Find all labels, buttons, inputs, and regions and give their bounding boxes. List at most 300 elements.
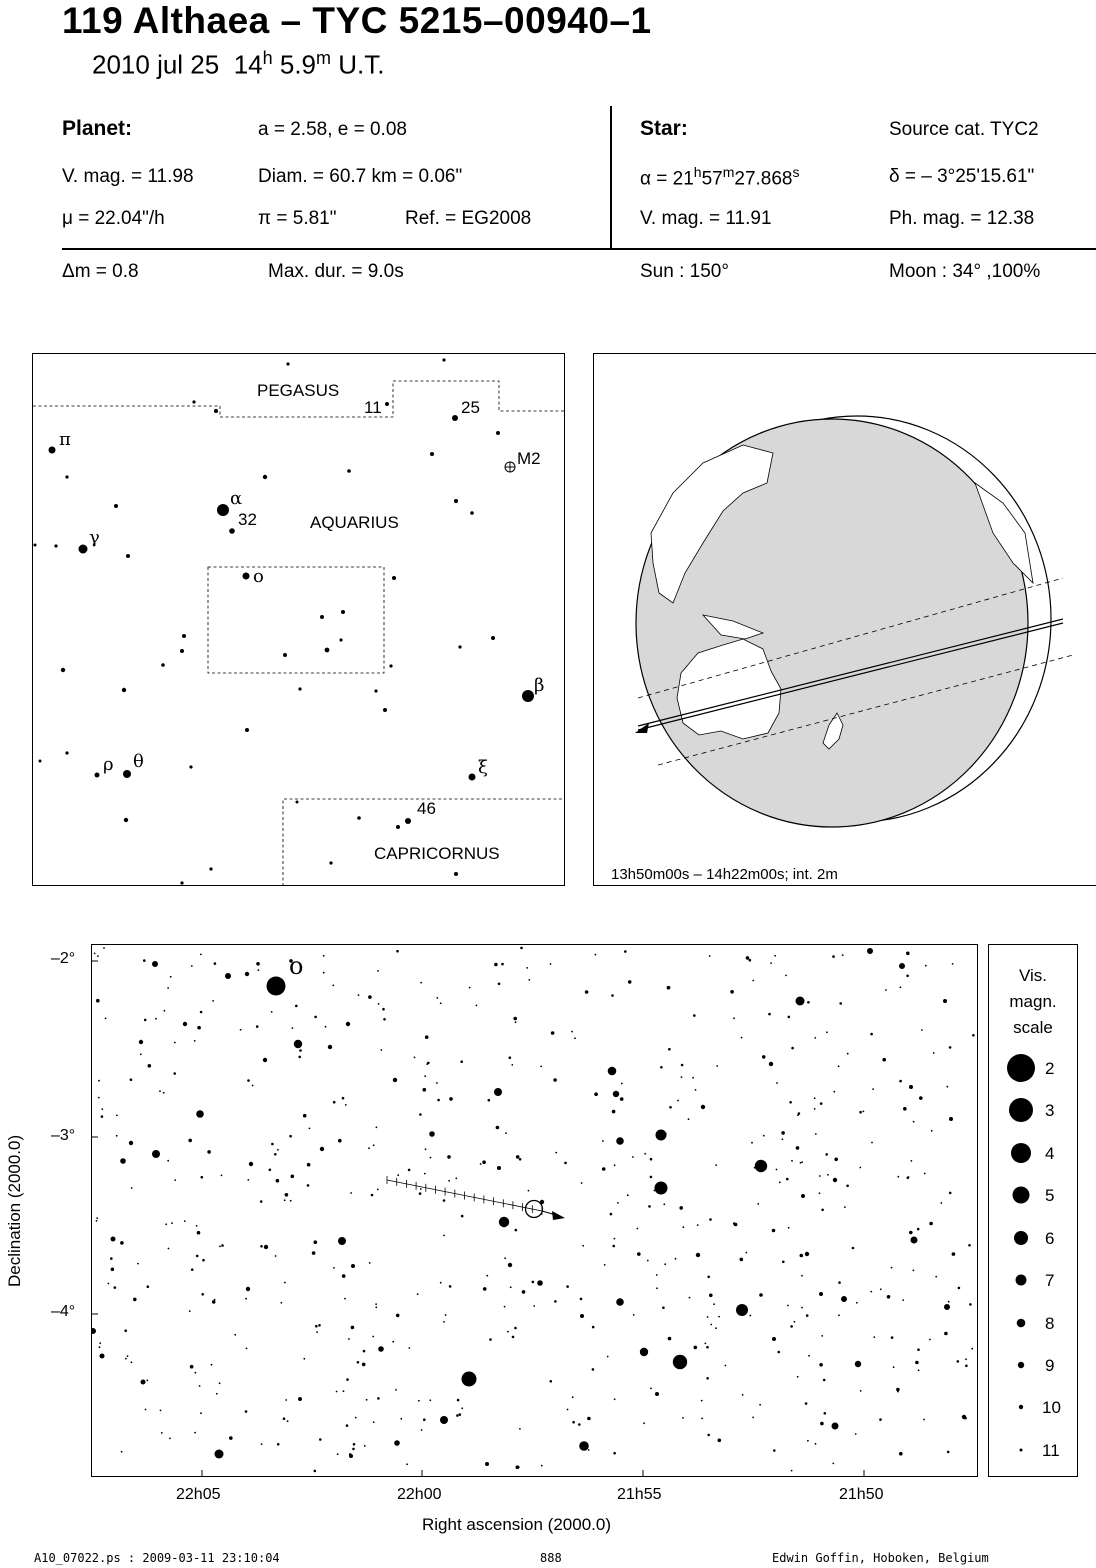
star-ra-hours: α = 21 xyxy=(640,168,694,190)
faint-star xyxy=(161,1432,163,1434)
faint-star xyxy=(707,1316,709,1318)
faint-star xyxy=(949,1046,952,1049)
faint-star xyxy=(763,1135,765,1137)
faint-star xyxy=(146,1380,148,1382)
faint-star xyxy=(173,1072,176,1075)
star xyxy=(100,1354,105,1359)
label-aquarius: AQUARIUS xyxy=(310,513,399,532)
faint-star xyxy=(101,1108,103,1110)
faint-star xyxy=(553,1078,557,1082)
faint-star xyxy=(125,1358,127,1360)
planet-parallax: π = 5.81" xyxy=(258,208,337,229)
faint-star xyxy=(287,1420,289,1422)
faint-star xyxy=(271,1011,273,1013)
star-ra-seconds: 27.868 xyxy=(734,168,793,190)
faint-star xyxy=(333,1267,335,1269)
star xyxy=(405,818,411,824)
faint-star xyxy=(256,1025,259,1028)
x-axis-label: Right ascension (2000.0) xyxy=(422,1515,612,1534)
faint-star xyxy=(929,1339,931,1341)
faint-star xyxy=(443,1235,445,1237)
faint-star xyxy=(440,1002,442,1004)
faint-star xyxy=(807,1440,809,1442)
faint-star xyxy=(821,1209,824,1212)
faint-star xyxy=(794,1321,796,1323)
faint-star xyxy=(879,1418,882,1421)
star xyxy=(909,1085,913,1089)
faint-star xyxy=(376,1126,378,1128)
faint-star xyxy=(741,1037,743,1039)
star xyxy=(79,545,88,554)
star xyxy=(772,1337,776,1341)
faint-star xyxy=(791,1160,793,1162)
faint-star xyxy=(338,1139,342,1143)
star xyxy=(497,1166,501,1170)
star xyxy=(485,1462,489,1466)
faint-star xyxy=(103,947,105,949)
star xyxy=(126,554,130,558)
faint-star xyxy=(899,1452,903,1456)
faint-star xyxy=(314,1240,318,1244)
star xyxy=(491,636,495,640)
faint-star xyxy=(554,1300,557,1303)
faint-star xyxy=(815,1133,817,1135)
faint-star xyxy=(368,1147,370,1149)
faint-star xyxy=(382,1008,385,1011)
globe-panel xyxy=(593,353,1096,886)
faint-star xyxy=(461,1407,463,1409)
star xyxy=(613,1091,619,1097)
mag-label-3: 3 xyxy=(1045,1101,1055,1120)
star xyxy=(385,402,389,406)
planet-diam: Diam. = 60.7 km = 0.06" xyxy=(258,166,463,187)
faint-star xyxy=(309,1128,311,1130)
mag-label-8: 8 xyxy=(1045,1314,1055,1333)
faint-star xyxy=(234,1334,236,1336)
faint-star xyxy=(949,1192,952,1195)
label-omicron-detail: o xyxy=(289,952,304,980)
star xyxy=(182,634,186,638)
faint-star xyxy=(349,1453,352,1456)
faint-star xyxy=(844,1206,846,1208)
label-25: 25 xyxy=(461,398,480,417)
faint-star xyxy=(852,1247,855,1250)
star xyxy=(383,708,387,712)
faint-star xyxy=(445,1314,447,1316)
faint-star xyxy=(348,1338,350,1340)
star xyxy=(374,689,377,692)
star xyxy=(496,431,500,435)
faint-star xyxy=(613,1452,616,1455)
mag-scale-title-line: Vis. xyxy=(1018,966,1048,985)
faint-star xyxy=(782,1261,785,1264)
faint-star xyxy=(420,982,422,984)
faint-star xyxy=(773,1449,776,1452)
mag-dot-4 xyxy=(1011,1143,1031,1163)
star xyxy=(65,475,68,478)
faint-star xyxy=(124,1329,127,1332)
faint-star xyxy=(786,1178,789,1181)
star xyxy=(462,1372,477,1387)
faint-star xyxy=(903,1107,907,1111)
faint-star xyxy=(167,1160,169,1162)
faint-star xyxy=(276,1179,280,1183)
faint-star xyxy=(260,1200,263,1203)
star xyxy=(245,972,249,976)
label-46: 46 xyxy=(417,799,436,818)
faint-star xyxy=(96,999,100,1003)
faint-star xyxy=(281,1302,283,1304)
faint-star xyxy=(295,1005,298,1008)
faint-star xyxy=(870,1033,873,1036)
faint-star xyxy=(424,1173,426,1175)
faint-star xyxy=(164,1010,166,1012)
event-hours: 14 xyxy=(233,49,263,80)
faint-star xyxy=(650,1388,652,1390)
star xyxy=(701,1105,705,1109)
faint-star xyxy=(624,950,627,953)
faint-star xyxy=(130,1078,133,1081)
star xyxy=(346,1022,350,1026)
faint-star xyxy=(540,1066,542,1068)
star xyxy=(329,861,332,864)
faint-star xyxy=(351,1326,355,1330)
faint-star xyxy=(834,1158,838,1162)
star xyxy=(124,818,128,822)
faint-star xyxy=(325,1026,327,1028)
label-beta: β xyxy=(534,675,545,696)
faint-star xyxy=(650,1176,653,1179)
faint-star xyxy=(197,1026,201,1030)
faint-star xyxy=(902,1299,904,1301)
star xyxy=(141,1380,146,1385)
faint-star xyxy=(307,1184,310,1187)
faint-star xyxy=(372,1336,374,1338)
faint-star xyxy=(931,1130,933,1132)
faint-star xyxy=(620,1097,624,1101)
faint-star xyxy=(819,1192,821,1194)
star xyxy=(949,1117,953,1121)
faint-star xyxy=(214,1299,216,1301)
faint-star xyxy=(972,1034,975,1037)
faint-star xyxy=(275,1255,277,1257)
faint-star xyxy=(357,1361,360,1364)
faint-star xyxy=(749,1315,751,1317)
footer-file: A10_07022.ps : 2009-03-11 23:10:04 xyxy=(34,1551,280,1565)
faint-star xyxy=(772,1229,776,1233)
faint-star xyxy=(644,1153,646,1155)
faint-star xyxy=(689,1297,691,1299)
star xyxy=(320,1147,324,1151)
star xyxy=(440,1416,448,1424)
star xyxy=(696,1253,700,1257)
faint-star xyxy=(935,1276,937,1278)
star xyxy=(123,770,131,778)
faint-star xyxy=(303,1114,307,1118)
faint-star xyxy=(168,1248,170,1250)
faint-star xyxy=(196,1255,199,1258)
m2-cluster-symbol xyxy=(505,462,515,472)
finder-chart xyxy=(32,353,565,886)
faint-star xyxy=(734,1223,738,1227)
faint-star xyxy=(219,1246,221,1248)
x-tick-label: 22h00 xyxy=(397,1486,442,1503)
star-heading: Star: xyxy=(640,117,688,140)
faint-star xyxy=(693,1014,696,1017)
faint-star xyxy=(842,954,844,956)
faint-star xyxy=(174,1042,176,1044)
faint-star xyxy=(602,1167,606,1171)
faint-star xyxy=(396,950,399,953)
faint-star xyxy=(859,1111,862,1114)
faint-star xyxy=(201,1293,204,1296)
faint-star xyxy=(345,1104,347,1106)
event-minutes: 5.9 xyxy=(279,49,317,80)
faint-star xyxy=(664,1263,666,1265)
faint-star xyxy=(706,1377,709,1380)
faint-star xyxy=(408,1347,410,1349)
faint-star xyxy=(578,1423,581,1426)
faint-star xyxy=(820,1102,823,1105)
faint-star xyxy=(800,1162,802,1164)
faint-star xyxy=(460,1060,463,1063)
faint-star xyxy=(826,1031,828,1033)
faint-star xyxy=(825,1153,828,1156)
faint-star xyxy=(131,1361,133,1363)
finder-chart-svg xyxy=(32,353,565,886)
label-pi: π xyxy=(59,429,71,450)
star xyxy=(325,648,330,653)
faint-star xyxy=(425,1035,429,1039)
faint-star xyxy=(873,1336,875,1338)
footer-author: Edwin Goffin, Hoboken, Belgium xyxy=(772,1551,989,1565)
star xyxy=(470,511,474,515)
mag-label-5: 5 xyxy=(1045,1186,1055,1205)
faint-star xyxy=(191,965,193,967)
star xyxy=(899,963,905,969)
faint-star xyxy=(594,1092,598,1096)
star xyxy=(180,649,184,653)
faint-star xyxy=(315,1325,318,1328)
star xyxy=(396,825,400,829)
faint-star xyxy=(425,1148,427,1150)
faint-star xyxy=(776,1082,778,1084)
star xyxy=(49,447,56,454)
star xyxy=(114,504,118,508)
faint-star xyxy=(677,1100,679,1102)
faint-star xyxy=(682,1417,684,1419)
faint-star xyxy=(749,959,752,962)
faint-star xyxy=(252,1085,254,1087)
faint-star xyxy=(752,1417,754,1419)
faint-star xyxy=(668,1337,672,1341)
star xyxy=(339,638,342,641)
faint-star xyxy=(316,1331,318,1333)
faint-star xyxy=(643,1422,645,1424)
mag-label-11: 11 xyxy=(1042,1441,1060,1460)
faint-star xyxy=(212,1000,214,1002)
faint-star xyxy=(337,1453,339,1455)
faint-star xyxy=(352,1448,355,1451)
faint-star xyxy=(515,1229,518,1232)
faint-star xyxy=(195,1372,197,1374)
faint-star xyxy=(730,990,734,994)
faint-star xyxy=(528,1190,530,1192)
faint-star xyxy=(807,1001,810,1004)
faint-star xyxy=(833,1091,835,1093)
faint-star xyxy=(820,1422,824,1426)
max-duration: Max. dur. = 9.0s xyxy=(268,261,404,282)
faint-star xyxy=(504,1257,506,1259)
star xyxy=(736,1304,748,1316)
faint-star xyxy=(917,1348,920,1351)
label-gamma: γ xyxy=(89,527,100,548)
faint-star xyxy=(188,1139,192,1143)
faint-star xyxy=(271,1143,274,1146)
faint-star xyxy=(269,1169,272,1172)
faint-star xyxy=(555,1152,557,1154)
faint-star xyxy=(515,1021,517,1023)
faint-star xyxy=(821,1335,823,1337)
faint-star xyxy=(202,1259,205,1262)
faint-star xyxy=(505,1132,507,1134)
faint-star xyxy=(196,1225,198,1227)
detail-chart-svg xyxy=(91,944,978,1477)
faint-star xyxy=(585,990,589,994)
star xyxy=(246,1287,250,1291)
faint-star xyxy=(740,1258,744,1262)
y-tick-label: –4° xyxy=(51,1303,76,1320)
faint-star xyxy=(120,1241,124,1245)
event-datetime xyxy=(92,48,384,81)
faint-star xyxy=(968,1244,971,1247)
faint-star xyxy=(701,1418,703,1420)
faint-star xyxy=(933,1052,935,1054)
faint-star xyxy=(633,1314,635,1316)
faint-star xyxy=(751,1142,753,1144)
faint-star xyxy=(915,1361,919,1365)
faint-star xyxy=(430,1157,432,1159)
faint-star xyxy=(373,1144,375,1146)
star xyxy=(755,1160,767,1172)
faint-star xyxy=(580,1298,583,1301)
faint-star xyxy=(718,1316,720,1318)
faint-star xyxy=(420,1188,422,1190)
faint-star xyxy=(709,955,711,957)
label-pegasus: PEGASUS xyxy=(257,381,340,400)
star-dec: δ = – 3°25'15.61" xyxy=(889,166,1035,187)
star xyxy=(508,1263,512,1267)
faint-star xyxy=(274,1153,277,1156)
faint-star xyxy=(200,1011,203,1014)
faint-star xyxy=(397,1174,399,1176)
faint-star xyxy=(688,1118,690,1120)
star xyxy=(338,1237,346,1245)
faint-star xyxy=(612,1110,616,1114)
faint-star xyxy=(419,1113,422,1116)
faint-star xyxy=(801,1161,803,1163)
faint-star xyxy=(110,1257,113,1260)
y-tick-label: –2° xyxy=(51,950,76,967)
star xyxy=(65,751,68,754)
faint-star xyxy=(314,1470,317,1473)
star xyxy=(796,997,805,1006)
faint-star xyxy=(663,1203,665,1205)
faint-star xyxy=(947,1451,950,1454)
faint-star xyxy=(908,1176,910,1178)
faint-star xyxy=(859,1167,861,1169)
star xyxy=(655,1392,659,1396)
faint-star xyxy=(377,1189,379,1191)
faint-star xyxy=(777,1351,780,1354)
mag-dot-11 xyxy=(1020,1449,1023,1452)
star xyxy=(832,1423,839,1430)
faint-star xyxy=(574,1037,576,1039)
event-date: 2010 jul 25 xyxy=(92,49,220,80)
faint-star xyxy=(770,962,772,964)
faint-star xyxy=(628,980,632,984)
faint-star xyxy=(768,1013,771,1016)
faint-star xyxy=(363,1350,366,1353)
faint-star xyxy=(918,1369,920,1371)
star xyxy=(351,1264,355,1268)
faint-star xyxy=(137,1263,139,1265)
faint-star xyxy=(571,1031,573,1033)
star xyxy=(225,973,231,979)
mag-label-6: 6 xyxy=(1045,1229,1055,1248)
faint-star xyxy=(759,1293,763,1297)
planet-orbit: a = 2.58, e = 0.08 xyxy=(258,119,407,140)
ra-hour-unit: h xyxy=(693,164,702,180)
faint-star xyxy=(323,955,325,957)
faint-star xyxy=(504,1306,506,1308)
detail-chart xyxy=(91,944,978,1477)
faint-star xyxy=(344,1298,346,1300)
faint-star xyxy=(342,1097,345,1100)
star xyxy=(54,544,57,547)
faint-star xyxy=(797,1376,799,1378)
label-rho: ρ xyxy=(103,754,114,775)
faint-star xyxy=(706,1346,709,1349)
star xyxy=(394,1440,400,1446)
faint-star xyxy=(779,1181,781,1183)
star xyxy=(61,668,65,672)
star xyxy=(640,1348,648,1356)
faint-star xyxy=(383,1018,386,1021)
faint-star xyxy=(897,1391,899,1393)
faint-star xyxy=(99,1346,101,1348)
faint-star xyxy=(958,1287,961,1290)
mag-label-9: 9 xyxy=(1045,1356,1055,1375)
faint-star xyxy=(806,1314,809,1317)
faint-star xyxy=(174,1179,176,1181)
faint-star xyxy=(838,1314,840,1316)
faint-star xyxy=(893,1366,895,1368)
faint-star xyxy=(572,1396,574,1398)
faint-star xyxy=(681,1064,684,1067)
faint-star xyxy=(355,1417,357,1419)
y-axis-label: Declination (2000.0) xyxy=(5,1134,24,1287)
faint-star xyxy=(366,1399,368,1401)
planet-vmag: V. mag. = 11.98 xyxy=(62,166,194,187)
faint-star xyxy=(377,970,379,972)
faint-star xyxy=(368,995,372,999)
hour-unit: h xyxy=(262,48,273,68)
star xyxy=(673,1355,687,1369)
faint-star xyxy=(885,989,887,991)
faint-star xyxy=(170,976,172,978)
star xyxy=(833,1178,837,1182)
